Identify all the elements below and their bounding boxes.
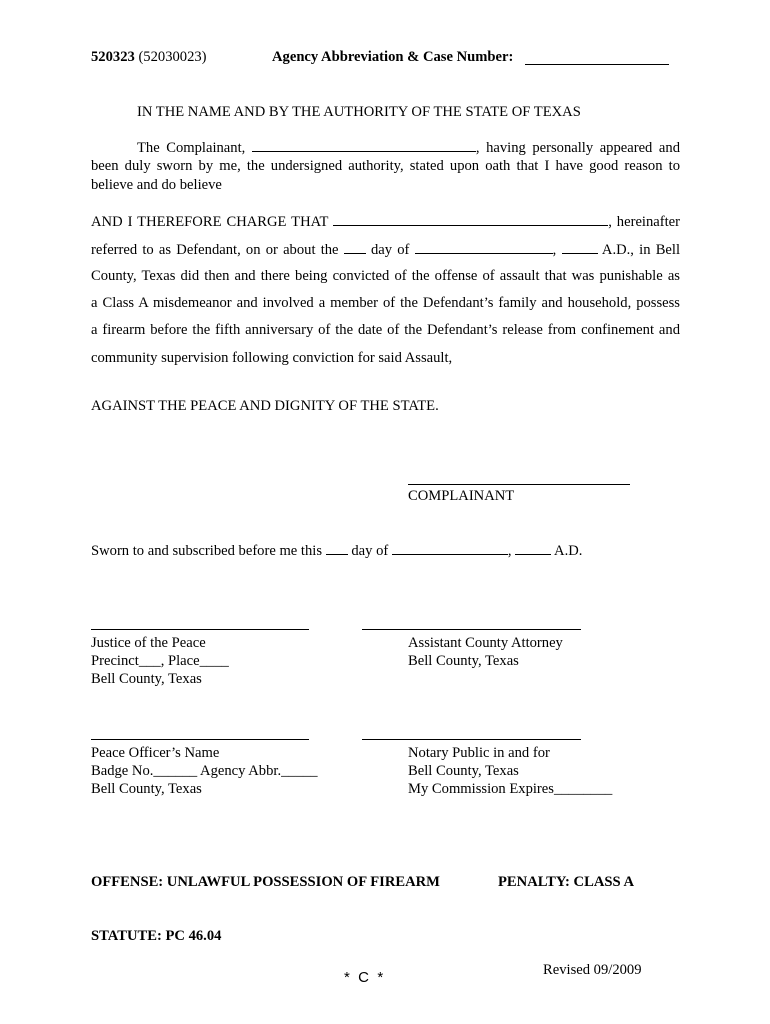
sworn-month-blank[interactable] <box>392 542 508 555</box>
complainant-label: The Complainant, <box>137 140 246 156</box>
barcode-text: * C * <box>344 969 384 986</box>
complainant-signature-line[interactable] <box>408 484 630 485</box>
justice-title: Justice of the Peace <box>91 635 206 651</box>
charge-line-1-end: , hereinafter <box>608 214 681 230</box>
charge-line-2 <box>91 241 680 259</box>
agency-case-blank[interactable] <box>525 64 669 65</box>
charge-line-3: County, Texas did then and there being convicted of the offense of assault that was punishable as <box>91 268 680 284</box>
offense-label: OFFENSE: UNLAWFUL POSSESSION OF FIREARM <box>91 874 440 890</box>
sworn-line-d: A.D. <box>554 543 583 559</box>
complainant-line-2: been duly sworn by me, the undersigned authority, stated upon oath that I have good reason to <box>91 158 680 174</box>
complainant-line-1 <box>91 139 680 157</box>
justice-county: Bell County, Texas <box>91 671 202 687</box>
notary-title: Notary Public in and for <box>408 745 550 761</box>
attorney-county: Bell County, Texas <box>408 653 519 669</box>
assistant-attorney-block <box>408 634 563 670</box>
complainant-line-3: believe and do believe <box>91 177 222 193</box>
agency-case-label: Agency Abbreviation & Case Number: <box>272 49 514 65</box>
complainant-line-1-end: , having personally appeared and <box>475 140 680 156</box>
charge-label: AND I THEREFORE CHARGE THAT <box>91 214 329 230</box>
justice-precinct-place: Precinct___, Place____ <box>91 653 229 669</box>
offense-day-blank[interactable] <box>344 241 366 254</box>
charge-line-1 <box>91 213 680 231</box>
sworn-line <box>91 542 582 560</box>
sworn-year-blank[interactable] <box>515 542 551 555</box>
charge-line-2-c: , <box>552 242 557 258</box>
sworn-line-c: , <box>507 543 512 559</box>
sworn-line-a: Sworn to and subscribed before me this <box>91 543 323 559</box>
officer-badge-agency: Badge No.______ Agency Abbr._____ <box>91 763 318 779</box>
document-title: IN THE NAME AND BY THE AUTHORITY OF THE STATE OF TEXAS <box>137 104 581 120</box>
officer-name-label: Peace Officer’s Name <box>91 745 220 761</box>
sworn-day-blank[interactable] <box>326 542 348 555</box>
form-code-paren: (52030023) <box>138 49 207 65</box>
officer-signature-line[interactable] <box>91 739 309 740</box>
charge-line-2-a: referred to as Defendant, on or about the <box>91 242 339 258</box>
form-code-number: 520323 <box>91 49 135 65</box>
against-peace-statement: AGAINST THE PEACE AND DIGNITY OF THE STATE. <box>91 398 439 414</box>
complainant-name-blank[interactable] <box>252 139 476 152</box>
charge-line-2-b: day of <box>370 242 410 258</box>
offense-month-blank[interactable] <box>415 241 553 254</box>
statute-label: STATUTE: PC 46.04 <box>91 928 222 944</box>
charge-line-5: a firearm before the fifth anniversary of the date of the Defendant’s release from confinement and <box>91 322 680 338</box>
notary-county: Bell County, Texas <box>408 763 519 779</box>
revised-date: Revised 09/2009 <box>543 962 642 978</box>
complainant-signature-label: COMPLAINANT <box>408 488 515 504</box>
justice-signature-line[interactable] <box>91 629 309 630</box>
justice-of-peace-block <box>91 634 229 688</box>
charge-line-2-d: A.D., in Bell <box>601 242 681 258</box>
peace-officer-block <box>91 744 318 798</box>
penalty-label: PENALTY: CLASS A <box>498 874 634 890</box>
officer-county: Bell County, Texas <box>91 781 202 797</box>
charge-line-6: community supervision following conviction for said Assault, <box>91 350 453 366</box>
sworn-line-b: day of <box>351 543 389 559</box>
attorney-signature-line[interactable] <box>362 629 581 630</box>
notary-commission: My Commission Expires________ <box>408 781 613 797</box>
form-code <box>91 48 207 66</box>
offense-year-blank[interactable] <box>562 241 598 254</box>
attorney-title: Assistant County Attorney <box>408 635 563 651</box>
notary-block <box>408 744 612 798</box>
defendant-name-blank[interactable] <box>333 213 608 226</box>
charge-line-4: a Class A misdemeanor and involved a member of the Defendant’s family and household, possess <box>91 295 680 311</box>
notary-signature-line[interactable] <box>362 739 581 740</box>
